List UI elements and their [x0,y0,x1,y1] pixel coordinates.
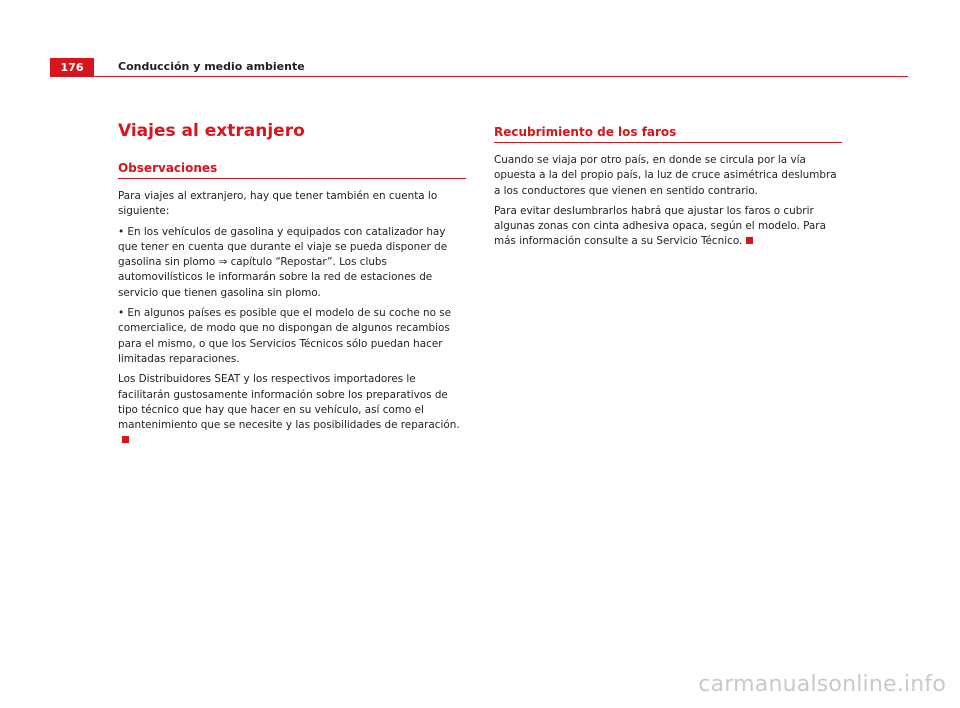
page-number: 176 [50,58,94,77]
header-section-title: Conducción y medio ambiente [118,60,305,73]
paragraph: Para viajes al extranjero, hay que tener también en cuenta lo siguiente: [118,190,438,218]
end-of-section-icon [122,436,129,443]
watermark: carmanualsonline.info [698,672,946,697]
paragraph-text: Para evitar deslumbrarlos habrá que ajustar los faros o cubrir algunas zonas con cinta adhesiva opaca, según el modelo. Para más información consulte a su Servicio Técnico. [494,204,826,248]
bullet-paragraph: • En algunos países es posible que el modelo de su coche no se comercialice, de modo que no dispongan de algunos recambios para el mismo, o que los Servicios Técnicos sólo puedan hacer limitadas reparaciones. [118,307,452,365]
paragraph-with-end-mark [118,372,466,448]
observaciones-body [118,189,466,449]
bullet-paragraph: • En los vehículos de gasolina y equipados con catalizador hay que tener en cuenta que durante el viaje se pueda disponer de gasolina sin plomo ⇒ capítulo “Repostar”. Los clubs automovilísticos le informarán sobre la red de estaciones de servicio que tienen gasolina sin plomo. [118,225,448,299]
section-title-recubrimiento: Recubrimiento de los faros [494,124,842,143]
paragraph-with-end-mark [494,204,842,250]
end-of-section-icon [746,237,753,244]
section-title-observaciones: Observaciones [118,160,466,179]
right-column [494,124,842,255]
left-column [118,120,466,454]
header-divider [94,76,908,77]
page-title: Viajes al extranjero [118,121,305,141]
page-header [50,58,908,78]
paragraph: Cuando se viaja por otro país, en donde se circula por la vía opuesta a la del propio país, la luz de cruce asimétrica deslumbra a los conductores que vienen en sentido contrario. [494,154,837,197]
paragraph-text: Los Distribuidores SEAT y los respectivos importadores le facilitarán gustosamente información sobre los preparativos de tipo técnico que hay que hacer en su vehículo, así como el mantenimiento que se necesite y las posibilidades de reparación. [118,373,460,432]
recubrimiento-body [494,153,842,250]
